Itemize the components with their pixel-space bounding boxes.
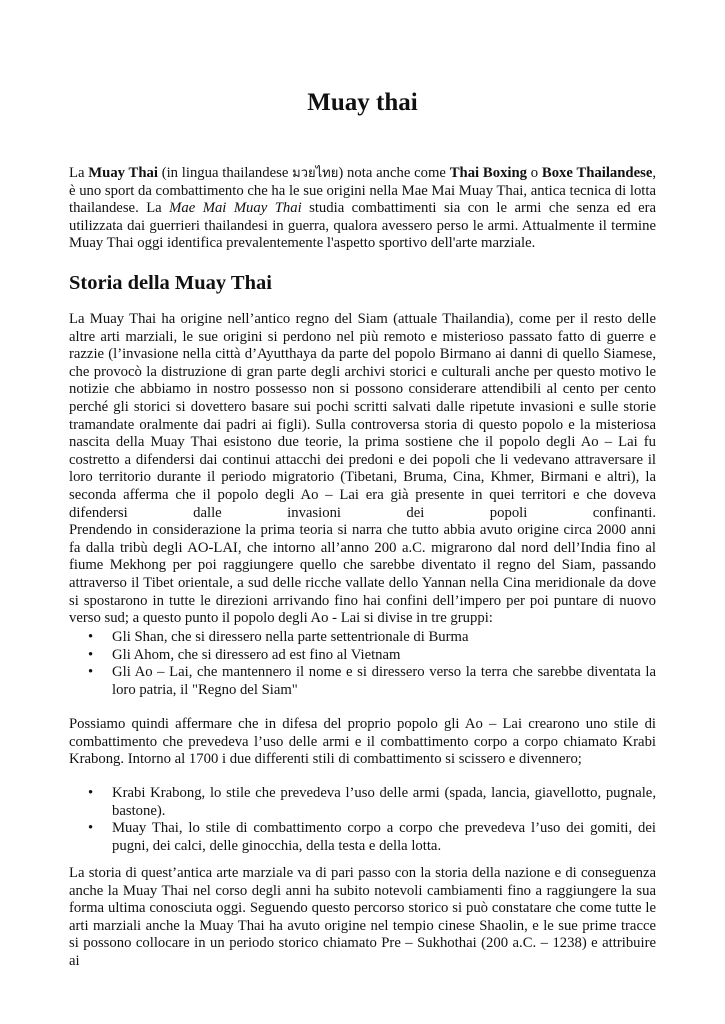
thai-script-term: มวยไทย <box>292 166 339 181</box>
history-continuation-section <box>69 865 656 971</box>
groups-list <box>69 629 656 699</box>
groups-list-section <box>69 629 656 699</box>
styles-list-section <box>69 785 656 855</box>
intro-text-2: (in lingua thailandese <box>157 165 293 181</box>
list-item-text: Gli Ahom, che si diressero ad est fino al Vietnam <box>112 646 401 663</box>
bullet-icon: • <box>88 646 94 663</box>
term-mae-mai-muay-thai: Mae Mai Muay Thai <box>169 200 302 217</box>
list-item-text: Muay Thai, lo stile di combattimento corpo a corpo che prevedeva l’uso dei gomiti, dei pugni, dei calci, delle ginocchia, della testa e della lotta. <box>112 820 656 854</box>
list-item <box>69 664 656 699</box>
intro-text-4: o <box>527 165 542 181</box>
list-item-text: Krabi Krabong, lo stile che prevedeva l’uso delle armi (spada, lancia, giavellotto, pugnale, bastone). <box>112 785 656 819</box>
list-item <box>69 647 656 665</box>
term-thai-boxing: Thai Boxing <box>449 165 527 181</box>
bullet-icon: • <box>88 629 94 645</box>
bullet-icon: • <box>88 820 94 837</box>
section-heading: Storia della Muay Thai <box>69 272 272 294</box>
intro-text-1: La <box>69 165 89 181</box>
history-paragraph-1: La Muay Thai ha origine nell’antico regno del Siam (attuale Thailandia), come per il resto delle altre arti marziali, le sue origini si perdono nel più remoto e misterioso passato fatto di guerre e razzie (l’invasione nella città d’Ayutthaya da parte del popolo Birmano ai danni di quello Siamese, che provocò la distruzione di gran parte degli archivi storici e culturali anche per questo motivo le notizie che abbiamo in nostro possesso non si possono considerare attendibili al cento per cento perché gli storici si dovettero basare sui pochi scritti salvati dalle ripetute invasioni e sulle storie tramandate oralmente dai padri ai figli). Sulla controversa storia di questo popolo e la misteriosa nascita della Muay Thai esistono due teorie, la prima sostiene che il popolo degli Ao – Lai fu costretto a difendersi dai continui attacchi dei predoni e dei popoli che li vedevano attraversare il loro territorio durante il periodo migratorio (Tibetani, Bruma, Cina, Khmer, Birmani e altri), la seconda afferma che il popolo degli Ao – Lai era già presente in quei territori e che doveva difendersi dalle invasioni dei popoli confinanti. <box>69 311 656 521</box>
combat-style-section <box>69 716 656 769</box>
history-section <box>69 311 656 628</box>
history-continuation-paragraph: La storia di quest’antica arte marziale va di pari passo con la storia della nazione e di conseguenza anche la Muay Thai nel corso degli anni ha subito notevoli cambiamenti fino a raggiungere la sua forma ultima conosciuta oggi. Seguendo questo percorso storico si può constatare che come tutte le arti marziali anche la Muay Thai ha avuto origine nel tempio cinese Shaolin, e le sue prime tracce si possono collocare in un periodo storico chiamato Pre – Sukhothai (200 a.C. – 1238) e attribuire ai <box>69 865 656 969</box>
intro-section <box>69 165 656 253</box>
list-item-text: Gli Ao – Lai, che mantennero il nome e si diressero verso la terra che sarebbe diventata la loro patria, il "Regno del Siam" <box>112 664 656 698</box>
intro-text-6: studia combattimenti sia con le armi che senza ed era utilizzata dai guerrieri thailandesi in guerra, qualora avessero perso le armi. Attualmente il termine Muay Thai oggi identifica prevalentemente l'aspetto sportivo dell'arte marziale. <box>69 200 656 252</box>
bullet-icon: • <box>88 785 94 801</box>
styles-list <box>69 785 656 855</box>
intro-text-3: ) nota anche come <box>338 165 450 181</box>
term-boxe-thailandese: Boxe Thailandese <box>541 165 653 181</box>
bullet-icon: • <box>88 664 94 681</box>
intro-text-5: , è uno sport da combattimento che ha le sue origini nella Mae Mai Muay Thai, antica tecnica di lotta thailandese. La <box>69 165 657 217</box>
history-paragraph-2: Prendendo in considerazione la prima teoria si narra che tutto abbia avuto origine circa 2000 anni fa dalla tribù degli AO-LAI, che intorno all’anno 200 a.C. migrarono dal nord dell’India fino al fiume Mekhong per poi raggiungere quello che sarebbe diventato il regno del Siam, passando attraverso il Tibet orientale, a sud delle ricche vallate dello Yannan nella Cina meridionale da dove si spostarono in tutte le direzioni arrivando fino hai confini dell’impero per poi puntare di nuovo verso sud; a questo punto il popolo degli Ao - Lai si divise in tre gruppi: <box>69 522 656 627</box>
term-muay-thai: Muay Thai <box>88 165 158 181</box>
list-item-text: Gli Shan, che si diressero nella parte settentrionale di Burma <box>112 629 469 645</box>
document-title: Muay thai <box>307 89 418 116</box>
list-item <box>69 629 656 647</box>
combat-style-paragraph: Possiamo quindi affermare che in difesa del proprio popolo gli Ao – Lai crearono uno stile di combattimento che prevedeva l’uso delle armi e il combattimento corpo a corpo chiamato Krabi Krabong. Intorno al 1700 i due differenti stili di combattimento si scissero e divennero; <box>69 716 656 768</box>
list-item <box>69 785 656 820</box>
list-item <box>69 820 656 855</box>
intro-paragraph <box>69 165 656 253</box>
